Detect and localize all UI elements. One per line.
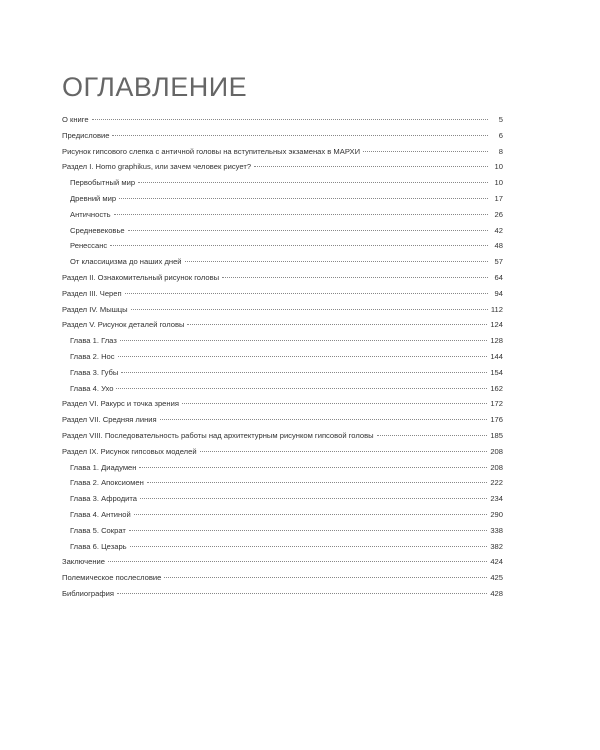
dot-leader xyxy=(108,561,487,562)
toc-entry-page-number: 5 xyxy=(498,115,503,124)
toc-entry-page-number: 424 xyxy=(490,557,503,567)
toc-entry[interactable] xyxy=(62,507,503,523)
table-of-contents xyxy=(62,112,503,602)
toc-entry-page-number: 382 xyxy=(490,541,503,551)
toc-entry[interactable] xyxy=(62,333,503,349)
dot-leader xyxy=(129,530,487,531)
toc-entry-page-number: 8 xyxy=(498,146,503,156)
toc-entry[interactable] xyxy=(62,460,503,476)
toc-entry-label: Раздел V. Рисунок деталей головы xyxy=(62,320,185,330)
toc-entry[interactable] xyxy=(62,112,503,128)
toc-entry-label: Средневековье xyxy=(70,225,125,235)
toc-entry-label: Ренессанс xyxy=(70,241,108,251)
toc-entry-page-number: 144 xyxy=(490,351,503,361)
toc-entry-label: Глава 2. Апоксиомен xyxy=(70,478,144,488)
toc-entry-page-number: 124 xyxy=(490,320,503,330)
toc-entry[interactable] xyxy=(62,238,503,254)
dot-leader xyxy=(114,214,488,215)
toc-entry-page-number: 64 xyxy=(494,272,503,282)
toc-entry-page-number: 176 xyxy=(490,415,503,425)
dot-leader xyxy=(130,546,488,547)
dot-leader xyxy=(254,166,488,167)
toc-entry[interactable] xyxy=(62,302,503,318)
dot-leader xyxy=(110,245,488,246)
toc-entry-label: Раздел VI. Ракурс и точка зрения xyxy=(62,399,179,409)
toc-entry-label: Раздел VII. Средняя линия xyxy=(62,415,157,425)
toc-entry-page-number: 17 xyxy=(494,193,503,203)
dot-leader xyxy=(117,593,487,594)
toc-entry-label: Предисловие xyxy=(62,130,110,140)
toc-entry[interactable] xyxy=(62,428,503,444)
dot-leader xyxy=(138,182,488,183)
toc-entry[interactable] xyxy=(62,586,503,602)
toc-entry[interactable] xyxy=(62,381,503,397)
dot-leader xyxy=(139,467,487,468)
toc-entry-label: Раздел IX. Рисунок гипсовых моделей xyxy=(62,446,197,456)
toc-entry-page-number: 185 xyxy=(490,430,503,440)
dot-leader xyxy=(147,482,488,483)
dot-leader xyxy=(92,119,488,120)
toc-entry-page-number: 208 xyxy=(490,462,503,472)
toc-entry-page-number: 290 xyxy=(490,509,503,519)
toc-entry[interactable] xyxy=(62,175,503,191)
toc-entry-label: Глава 2. Нос xyxy=(70,351,115,361)
toc-entry-label: Полемическое послесловие xyxy=(62,573,162,583)
toc-entry-label: Раздел IV. Мышцы xyxy=(62,304,128,314)
dot-leader xyxy=(116,388,487,389)
toc-entry-page-number: 10 xyxy=(494,178,503,188)
toc-entry[interactable] xyxy=(62,444,503,460)
dot-leader xyxy=(363,151,488,152)
toc-entry-page-number: 208 xyxy=(490,446,503,456)
dot-leader xyxy=(119,198,488,199)
toc-entry-page-number: 234 xyxy=(490,494,503,504)
toc-entry[interactable] xyxy=(62,286,503,302)
toc-entry-label: Античность xyxy=(70,209,111,219)
toc-entry-page-number: 6 xyxy=(498,130,503,140)
toc-entry-label: Древний мир xyxy=(70,193,117,203)
toc-entry-label: Первобытный мир xyxy=(70,178,136,188)
toc-entry[interactable] xyxy=(62,412,503,428)
toc-entry-label: Рисунок гипсового слепка с античной головы на вступительных экзаменах в МАРХИ xyxy=(62,146,361,156)
dot-leader xyxy=(377,435,488,436)
toc-entry-label: О книге xyxy=(62,115,89,124)
toc-entry-label: Глава 5. Сократ xyxy=(70,525,126,535)
dot-leader xyxy=(160,419,488,420)
dot-leader xyxy=(118,356,488,357)
toc-entry-page-number: 428 xyxy=(490,588,503,598)
toc-entry-label: Раздел III. Череп xyxy=(62,288,122,298)
dot-leader xyxy=(140,498,487,499)
dot-leader xyxy=(128,230,488,231)
page-title: ОГЛАВЛЕНИЕ xyxy=(62,72,248,102)
toc-entry[interactable] xyxy=(62,475,503,491)
dot-leader xyxy=(185,261,488,262)
dot-leader xyxy=(120,340,488,341)
toc-entry[interactable] xyxy=(62,349,503,365)
toc-entry-page-number: 26 xyxy=(494,209,503,219)
toc-entry[interactable] xyxy=(62,128,503,144)
dot-leader xyxy=(200,451,488,452)
dot-leader xyxy=(134,514,488,515)
toc-entry-page-number: 94 xyxy=(494,288,503,298)
dot-leader xyxy=(164,577,487,578)
toc-entry-page-number: 154 xyxy=(490,367,503,377)
toc-entry-page-number: 112 xyxy=(490,304,503,314)
toc-entry-page-number: 338 xyxy=(490,525,503,535)
toc-entry-label: Глава 1. Глаз xyxy=(70,336,117,346)
toc-entry-page-number: 42 xyxy=(494,225,503,235)
toc-entry[interactable] xyxy=(62,491,503,507)
toc-entry[interactable] xyxy=(62,570,503,586)
toc-entry-label: Раздел I. Homo graphikus, или зачем человек рисует? xyxy=(62,162,252,172)
dot-leader xyxy=(121,372,487,373)
dot-leader xyxy=(222,277,488,278)
dot-leader xyxy=(187,324,487,325)
toc-entry[interactable] xyxy=(62,365,503,381)
toc-entry-label: Глава 3. Афродита xyxy=(70,494,138,504)
toc-entry[interactable] xyxy=(62,523,503,539)
toc-entry-label: Глава 1. Диадумен xyxy=(70,462,137,472)
toc-entry[interactable] xyxy=(62,317,503,333)
toc-entry-label: Раздел II. Ознакомительный рисунок головы xyxy=(62,272,220,282)
toc-entry-page-number: 172 xyxy=(490,399,503,409)
toc-entry-label: Глава 3. Губы xyxy=(70,367,119,377)
toc-entry-page-number: 48 xyxy=(494,241,503,251)
toc-entry-page-number: 57 xyxy=(494,257,503,267)
toc-entry-label: Глава 4. Ухо xyxy=(70,383,114,393)
toc-entry-label: Заключение xyxy=(62,557,106,567)
toc-entry-label: От классицизма до наших дней xyxy=(70,257,182,267)
toc-entry[interactable] xyxy=(62,554,503,570)
toc-entry-page-number: 162 xyxy=(490,383,503,393)
dot-leader xyxy=(112,135,488,136)
toc-entry[interactable] xyxy=(62,159,503,175)
toc-entry[interactable] xyxy=(62,539,503,555)
toc-entry[interactable] xyxy=(62,144,503,160)
toc-entry[interactable] xyxy=(62,396,503,412)
toc-entry[interactable] xyxy=(62,270,503,286)
toc-entry[interactable] xyxy=(62,207,503,223)
toc-entry[interactable] xyxy=(62,223,503,239)
toc-entry-label: Библиография xyxy=(62,588,114,598)
toc-entry-page-number: 128 xyxy=(490,336,503,346)
toc-entry[interactable] xyxy=(62,191,503,207)
toc-entry-page-number: 425 xyxy=(490,573,503,583)
dot-leader xyxy=(125,293,488,294)
toc-entry-label: Глава 6. Цезарь xyxy=(70,541,127,551)
dot-leader xyxy=(131,309,488,310)
toc-entry-page-number: 222 xyxy=(490,478,503,488)
dot-leader xyxy=(182,403,487,404)
toc-entry-label: Раздел VIII. Последовательность работы над архитектурным рисунком гипсовой головы xyxy=(62,430,374,440)
toc-entry-label: Глава 4. Антиной xyxy=(70,509,131,519)
toc-entry[interactable] xyxy=(62,254,503,270)
toc-entry-page-number: 10 xyxy=(494,162,503,172)
